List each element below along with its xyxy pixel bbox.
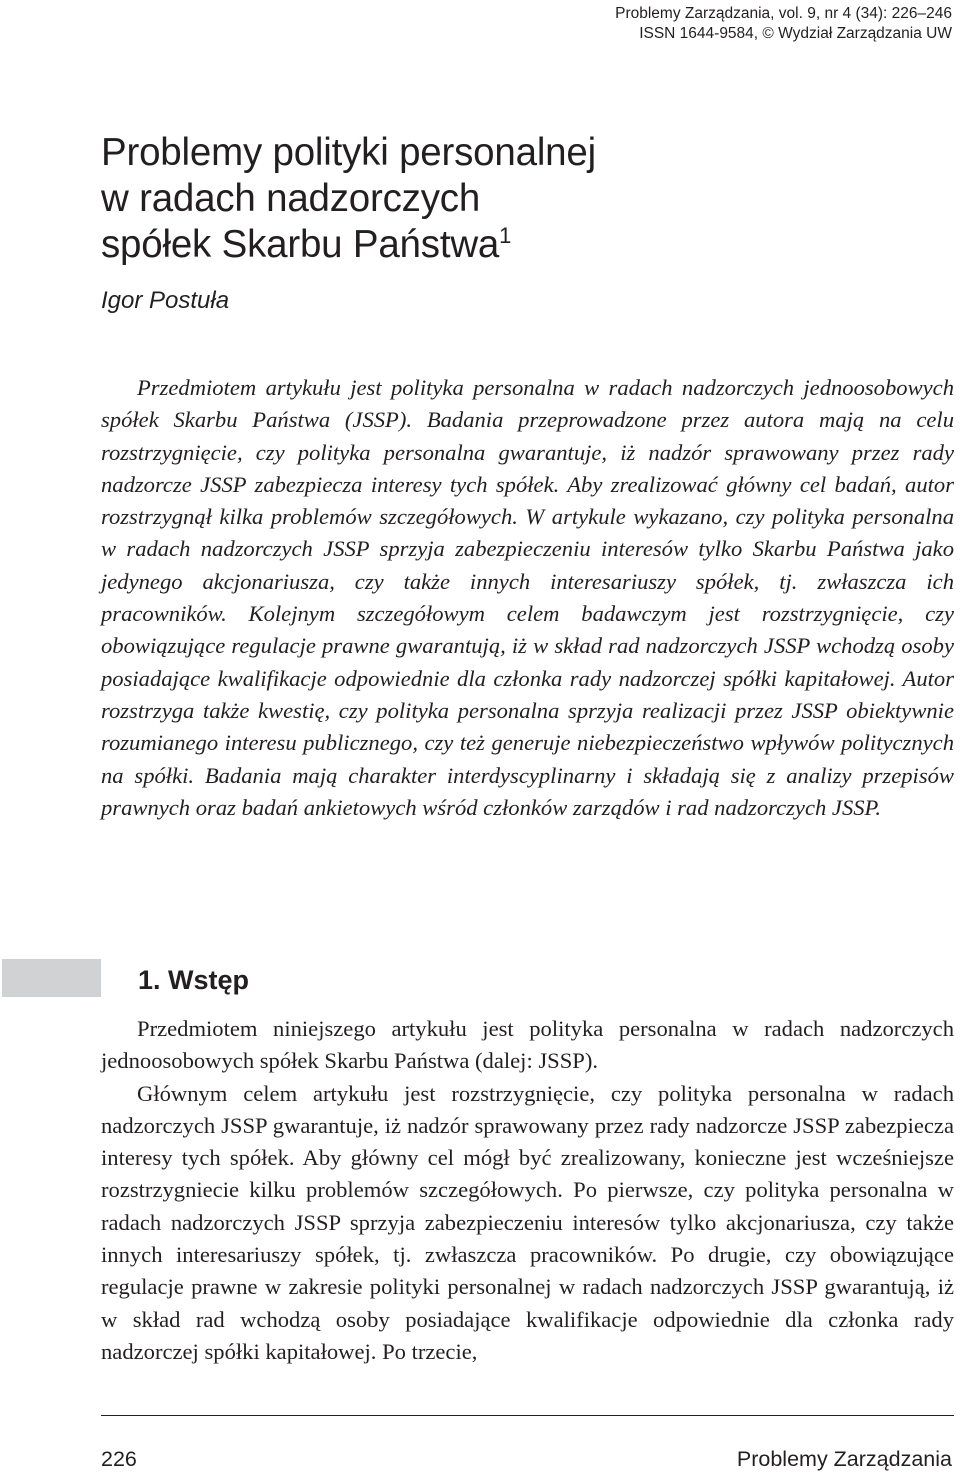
title-line-3: spółek Skarbu Państwa xyxy=(101,223,500,266)
body-paragraph-2: Głównym celem artykułu jest rozstrzygnięcie, czy polityka personalna w radach nadzorczych JSSP gwarantuje, iż nadzór sprawowany przez rady nadzorcze JSSP zabezpiecza interesy tych spółek. Aby główny cel mógł być zrealizowany, konieczne jest wcześniejsze rozstrzygniecie kilku problemów szczegółowych. Po pierwsze, czy polityka personalna w radach nadzorczych JSSP sprzyja zabezpieczeniu interesów tylko akcjonariusza, czy także innych interesariuszy spółek, tj. zwłaszcza pracowników. Po drugie, czy obowiązujące regulacje prawne w zakresie polityki personalnej w radach nadzorczych JSSP gwarantują, iż w skład rad wchodzą osoby posiadające kwalifikacje odpowiednie dla członka rady nadzorczej spółki kapitałowej. Po trzecie, xyxy=(101,1080,954,1364)
title-footnote-mark: 1 xyxy=(499,223,512,248)
article-title xyxy=(101,130,921,268)
issn-line: ISSN 1644-9584, © Wydział Zarządzania UW xyxy=(639,25,952,42)
title-line-1: Problemy polityki personalnej xyxy=(101,131,596,174)
section-heading: 1. Wstęp xyxy=(138,965,250,995)
section-body xyxy=(101,1013,954,1368)
body-paragraph-1: Przedmiotem niniejszego artykułu jest polityka personalna w radach nadzorczych jednoosobowych spółek Skarbu Państwa (dalej: JSSP). xyxy=(101,1016,954,1074)
author-name: Igor Postuła xyxy=(101,287,230,314)
journal-citation: Problemy Zarządzania, vol. 9, nr 4 (34): 226–246 xyxy=(615,5,952,22)
running-header xyxy=(615,4,952,44)
footer-rule xyxy=(101,1415,954,1416)
title-line-2: w radach nadzorczych xyxy=(101,177,481,220)
footer-journal-name: Problemy Zarządzania xyxy=(736,1447,952,1471)
abstract: Przedmiotem artykułu jest polityka personalna w radach nadzorczych jednoosobowych spółek Skarbu Państwa (JSSP). Badania przeprowadzone przez autora mają na celu rozstrzygnięcie, czy polityka personalna gwarantuje, iż nadzór sprawowany przez rady nadzorcze JSSP zabezpiecza interesy tych spółek. Aby zrealizować główny cel badań, autor rozstrzygnął kilka problemów szczegółowych. W artykule wykazano, czy polityka personalna w radach nadzorczych JSSP sprzyja zabezpieczeniu interesów tylko Skarbu Państwa jako jedynego akcjonariusza, czy także innych interesariuszy spółek, tj. zwłaszcza ich pracowników. Kolejnym szczegółowym celem badawczym jest rozstrzygnięcie, czy obowiązujące regulacje prawne gwarantują, iż w skład rad nadzorczych JSSP wchodzą osoby posiadające kwalifikacje odpowiednie dla członka rady nadzorczej spółki kapitałowej. Autor rozstrzyga także kwestię, czy polityka personalna sprzyja realizacji przez JSSP obiektywnie rozumianego interesu publicznego, czy też generuje niebezpieczeństwo wpływów politycznych na spółki. Badania mają charakter interdyscyplinarny i składają się z analizy przepisów prawnych oraz badań ankietowych wśród członków zarządów i rad nadzorczych JSSP. xyxy=(101,375,954,820)
page-number: 226 xyxy=(101,1447,137,1471)
section-marker-bar xyxy=(2,959,101,997)
